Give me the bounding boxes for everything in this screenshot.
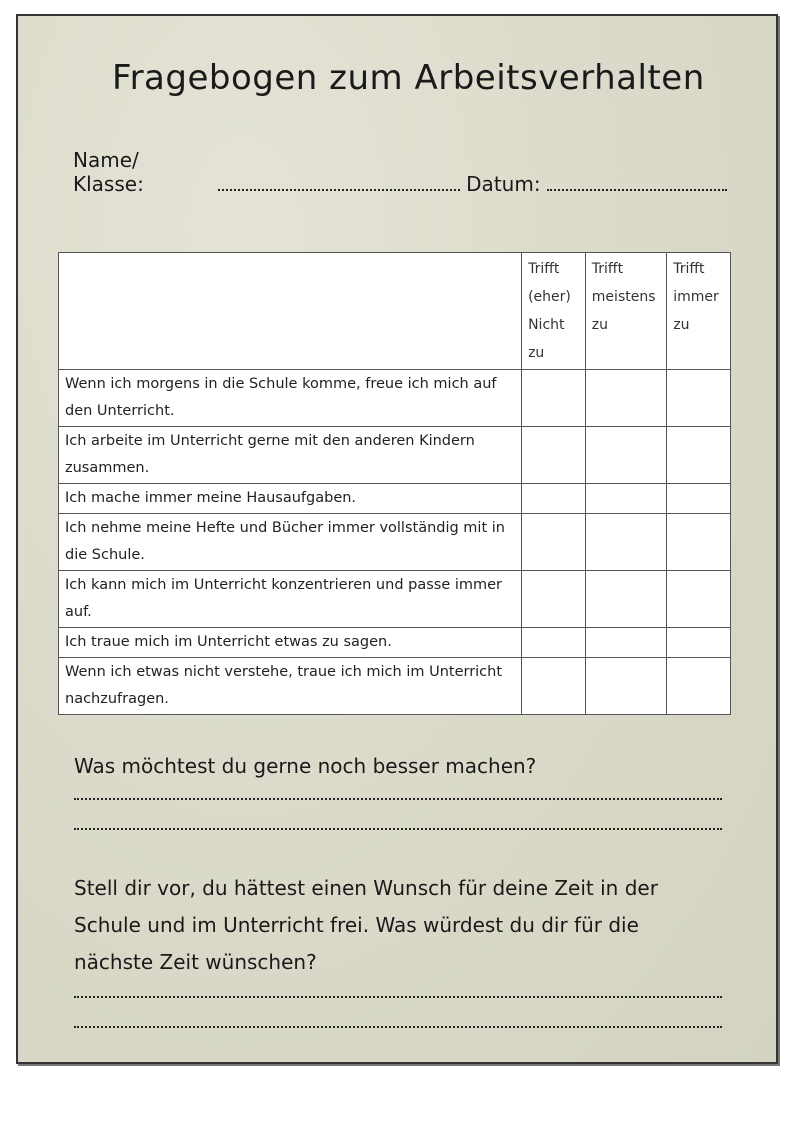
checkbox-cell-mostly-true[interactable] <box>585 427 666 484</box>
checkbox-cell-mostly-true[interactable] <box>585 514 666 571</box>
checkbox-cell-not-true[interactable] <box>522 484 586 514</box>
answer-line-3[interactable] <box>74 996 722 998</box>
statement-cell: Wenn ich morgens in die Schule komme, freue ich mich auf den Unterricht. <box>59 370 522 427</box>
checkbox-cell-not-true[interactable] <box>522 514 586 571</box>
name-field[interactable] <box>218 189 461 191</box>
table-row <box>59 427 731 484</box>
page-title: Fragebogen zum Arbeitsverhalten <box>112 58 705 98</box>
checkbox-cell-mostly-true[interactable] <box>585 658 666 715</box>
survey-table <box>58 252 731 715</box>
table-row <box>59 658 731 715</box>
checkbox-cell-always-true[interactable] <box>667 571 731 628</box>
column-header-always-true: Trifft immer zu <box>667 253 731 370</box>
checkbox-cell-not-true[interactable] <box>522 658 586 715</box>
question-improve: Was möchtest du gerne noch besser machen? <box>74 754 537 778</box>
checkbox-cell-mostly-true[interactable] <box>585 370 666 427</box>
checkbox-cell-always-true[interactable] <box>667 628 731 658</box>
table-row <box>59 370 731 427</box>
question-wish: Stell dir vor, du hättest einen Wunsch für deine Zeit in der Schule und im Unterricht frei. Was würdest du dir für die nächste Zeit wünschen? <box>74 876 658 974</box>
table-row <box>59 571 731 628</box>
checkbox-cell-not-true[interactable] <box>522 571 586 628</box>
statement-cell: Wenn ich etwas nicht verstehe, traue ich mich im Unterricht nachzufragen. <box>59 658 522 715</box>
column-header-not-true: Trifft (eher) Nicht zu <box>522 253 586 370</box>
statement-cell: Ich traue mich im Unterricht etwas zu sagen. <box>59 628 522 658</box>
date-field[interactable] <box>547 189 727 191</box>
column-header-mostly-true: Trifft meistens zu <box>585 253 666 370</box>
checkbox-cell-not-true[interactable] <box>522 370 586 427</box>
checkbox-cell-always-true[interactable] <box>667 370 731 427</box>
checkbox-cell-always-true[interactable] <box>667 484 731 514</box>
checkbox-cell-always-true[interactable] <box>667 514 731 571</box>
checkbox-cell-always-true[interactable] <box>667 658 731 715</box>
table-row <box>59 628 731 658</box>
checkbox-cell-not-true[interactable] <box>522 628 586 658</box>
worksheet-page <box>16 14 778 1064</box>
answer-line-1[interactable] <box>74 798 722 800</box>
checkbox-cell-not-true[interactable] <box>522 427 586 484</box>
checkbox-cell-mostly-true[interactable] <box>585 484 666 514</box>
date-label: Datum: <box>466 172 541 196</box>
checkbox-cell-mostly-true[interactable] <box>585 571 666 628</box>
table-row <box>59 484 731 514</box>
answer-line-2[interactable] <box>74 828 722 830</box>
table-header-row <box>59 253 731 370</box>
statement-cell: Ich kann mich im Unterricht konzentrieren und passe immer auf. <box>59 571 522 628</box>
statement-cell: Ich nehme meine Hefte und Bücher immer vollständig mit in die Schule. <box>59 514 522 571</box>
name-label: Name/ Klasse: <box>73 148 144 196</box>
name-date-row <box>73 148 733 196</box>
answer-line-4[interactable] <box>74 1026 722 1028</box>
checkbox-cell-mostly-true[interactable] <box>585 628 666 658</box>
column-header-statement <box>59 253 522 370</box>
statement-cell: Ich arbeite im Unterricht gerne mit den anderen Kindern zusammen. <box>59 427 522 484</box>
checkbox-cell-always-true[interactable] <box>667 427 731 484</box>
statement-cell: Ich mache immer meine Hausaufgaben. <box>59 484 522 514</box>
table-row <box>59 514 731 571</box>
